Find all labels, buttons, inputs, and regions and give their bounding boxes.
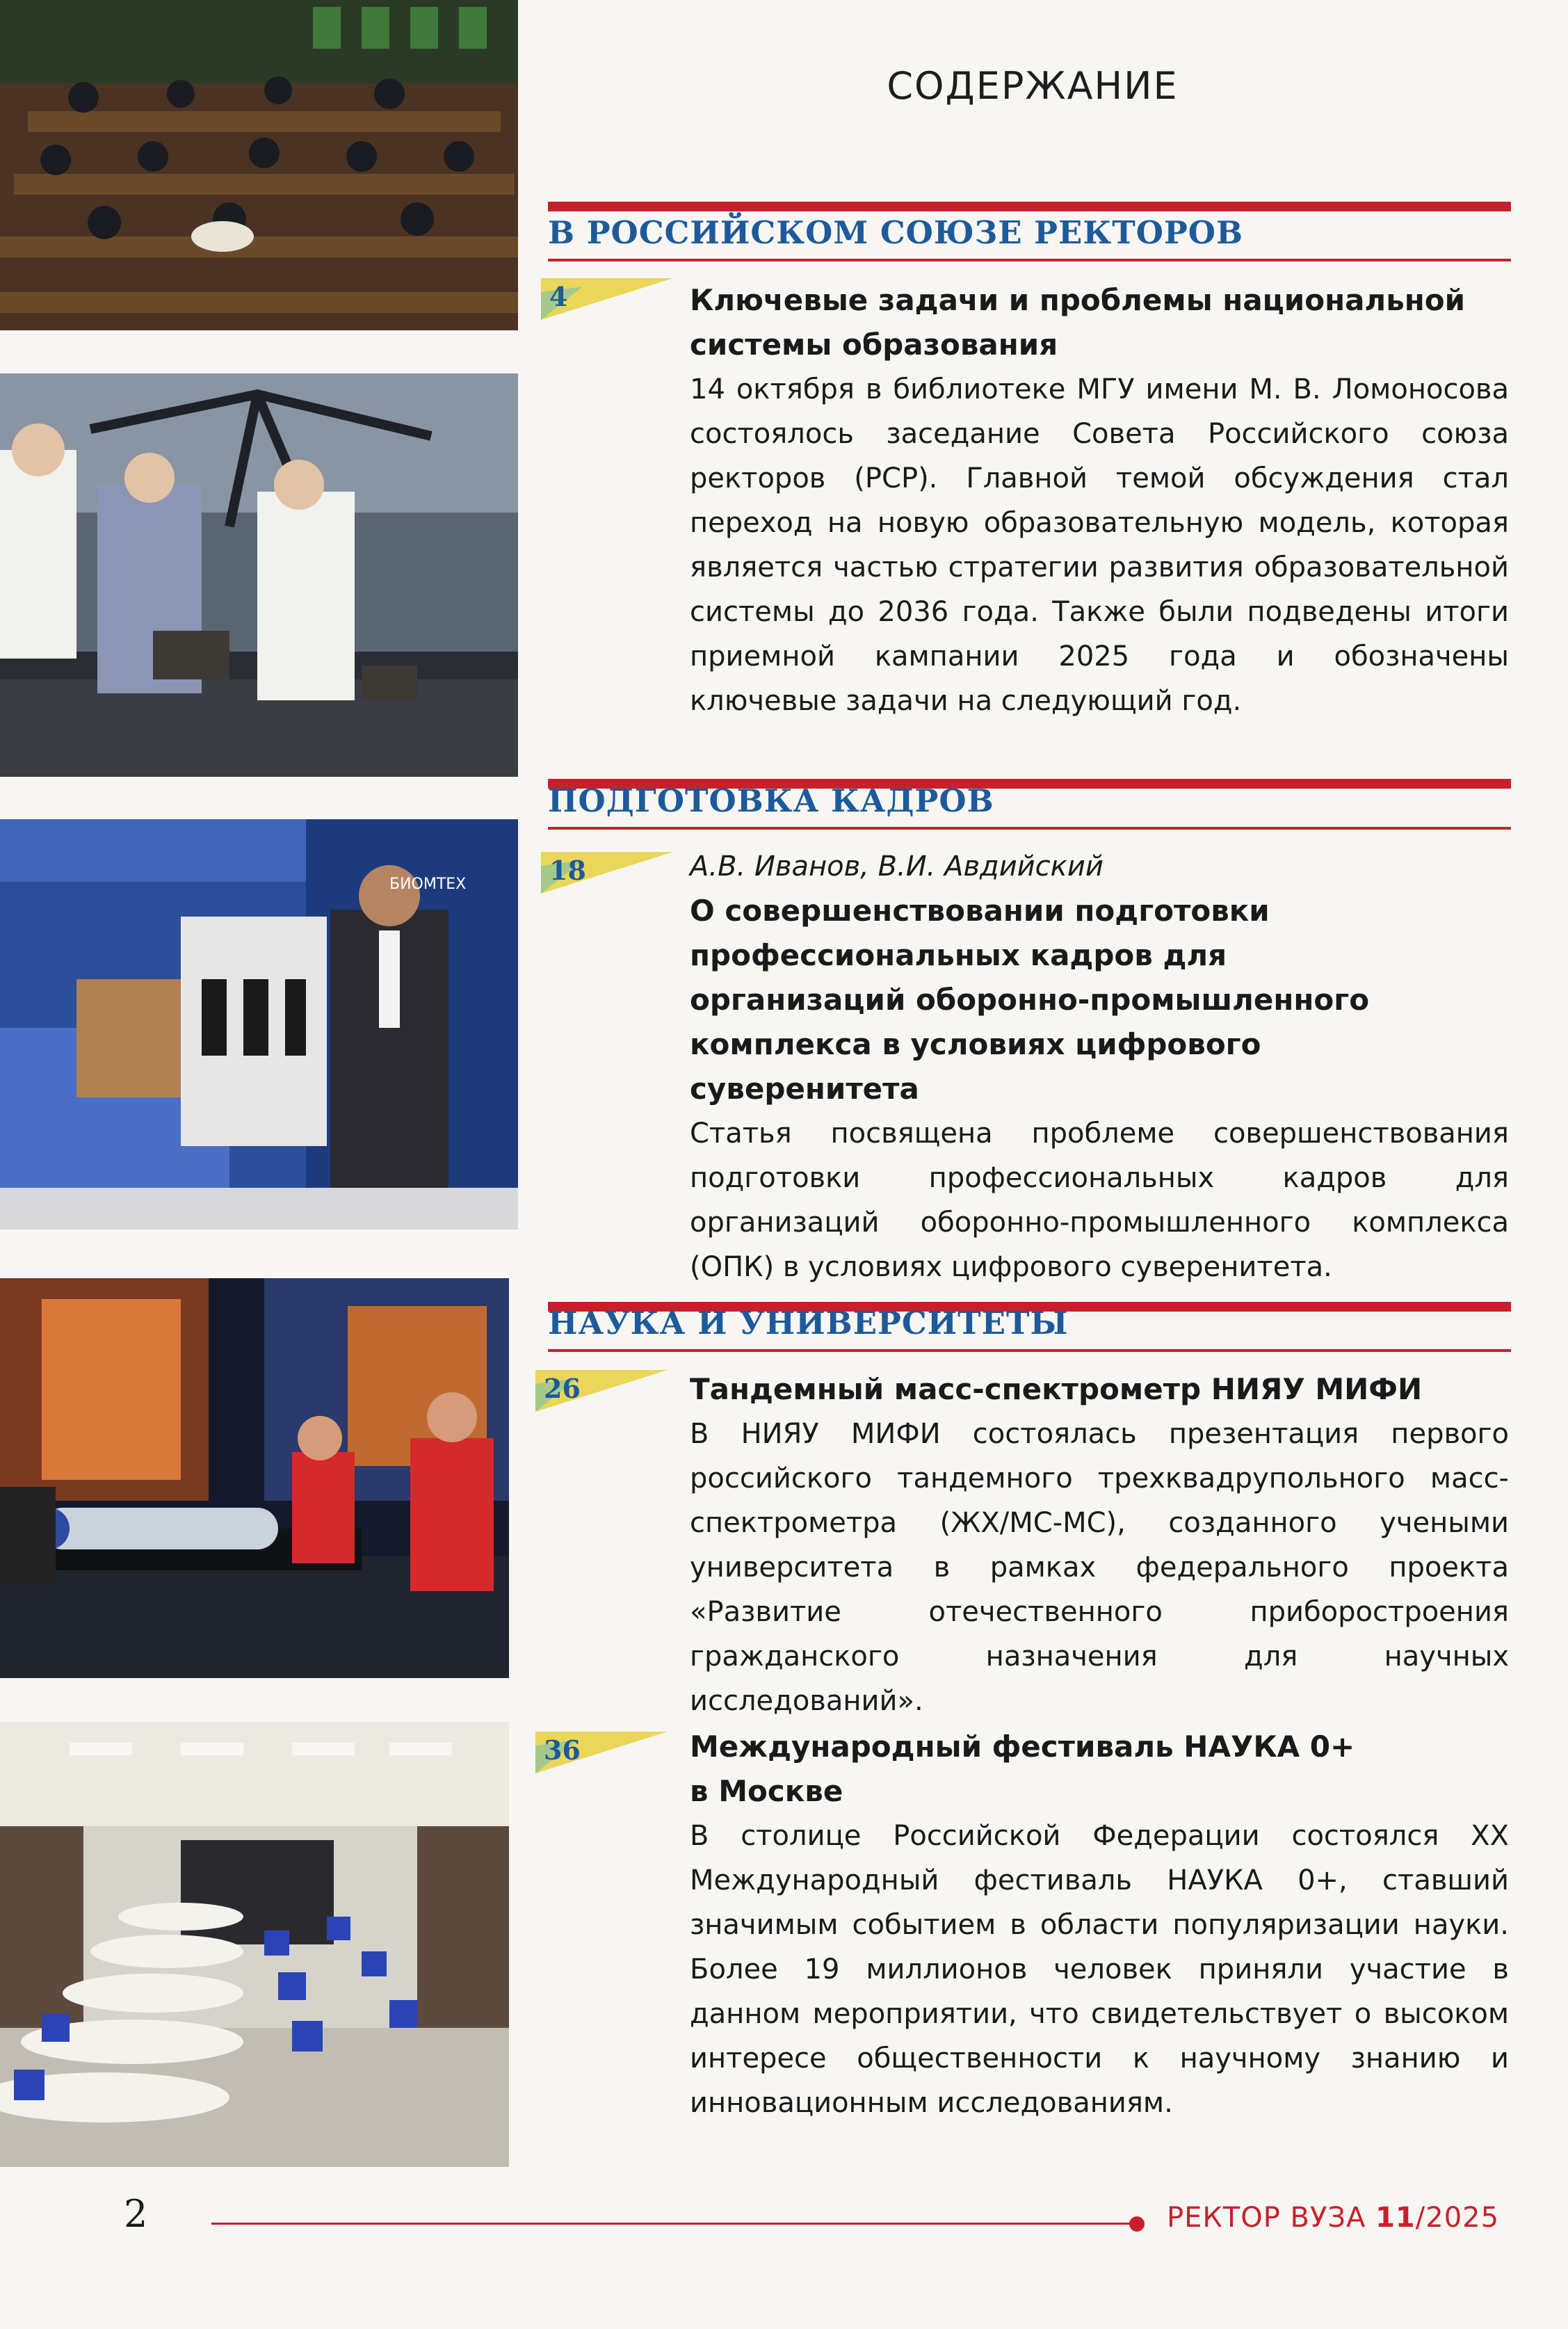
photo-banner-text: БИОМТЕХ bbox=[389, 876, 467, 893]
page-title: СОДЕРЖАНИЕ bbox=[887, 64, 1179, 108]
entry-title: Международный фестиваль НАУКА 0+ в Москве bbox=[690, 1730, 1355, 1808]
footer-page-number: 2 bbox=[124, 2192, 148, 2236]
page-number: 26 bbox=[544, 1373, 581, 1404]
page-number: 4 bbox=[549, 281, 568, 312]
section-underline bbox=[548, 827, 1511, 830]
entry-description: Статья посвящена проблеме совершенствования подготовки профессиональных кадров для организаций оборонно-промышленного комплекса (ОПК) в условиях цифрового суверенитета. bbox=[690, 1118, 1509, 1283]
magazine-title: РЕКТОР ВУЗА bbox=[1167, 2202, 1366, 2234]
toc-entry[interactable] bbox=[690, 278, 1509, 723]
footer-dot bbox=[1129, 2216, 1145, 2232]
page-number: 36 bbox=[544, 1734, 581, 1766]
magazine-issue: 11 bbox=[1375, 2202, 1416, 2234]
footer-rule bbox=[211, 2223, 1136, 2225]
section-underline bbox=[548, 1349, 1511, 1352]
magazine-year: /2025 bbox=[1415, 2202, 1500, 2234]
photo-council-meeting bbox=[0, 0, 518, 330]
photo-classroom bbox=[0, 1722, 509, 2167]
photo-exhibition-stand bbox=[0, 819, 518, 1230]
section-title: ПОДГОТОВКА КАДРОВ bbox=[548, 782, 994, 819]
page-number-tag bbox=[541, 852, 673, 894]
footer-magazine bbox=[1167, 2202, 1499, 2234]
page-number-tag bbox=[535, 1370, 668, 1412]
photo-mass-spectrometer bbox=[0, 1278, 509, 1678]
toc-entry[interactable] bbox=[690, 844, 1509, 1289]
section-rule bbox=[548, 202, 1511, 211]
page-number: 18 bbox=[549, 855, 586, 886]
page-number-tag bbox=[541, 278, 673, 320]
photo-laboratory bbox=[0, 373, 518, 777]
entry-title: О совершенствовании подготовки профессиональных кадров для организаций оборонно-промышленного комплекса в условиях цифрового суверенитета bbox=[690, 894, 1370, 1106]
entry-description: 14 октября в библиотеке МГУ имени М. В. Ломоносова состоялось заседание Совета Российского союза ректоров (РСР). Главной темой обсуждения стал переход на новую образовательную модель, которая является частью стратегии развития образовательной системы до 2036 года. Также были подведены итоги приемной кампании 2025 года и обозначены ключевые задачи на следующий год. bbox=[690, 373, 1509, 717]
entry-description: В НИЯУ МИФИ состоялась презентация первого российского тандемного трехквадрупольного масс-спектрометра (ЖХ/МС-МС), созданного учеными университета в рамках федерального проекта «Развитие отечественного приборостроения гражданского назначения для научных исследований». bbox=[690, 1418, 1509, 1717]
toc-entry[interactable] bbox=[690, 1367, 1509, 1723]
toc-entry[interactable] bbox=[690, 1725, 1509, 2125]
section-underline bbox=[548, 259, 1511, 261]
section-title: В РОССИЙСКОМ СОЮЗЕ РЕКТОРОВ bbox=[548, 214, 1244, 251]
entry-authors: А.В. Иванов, В.И. Авдийский bbox=[690, 851, 1104, 883]
entry-title: Ключевые задачи и проблемы национальной системы образования bbox=[690, 283, 1466, 362]
entry-title: Тандемный масс-спектрометр НИЯУ МИФИ bbox=[690, 1372, 1423, 1406]
page-number-tag bbox=[535, 1732, 668, 1773]
entry-description: В столице Российской Федерации состоялся XX Международный фестиваль НАУКА 0+, ставший значимым событием в области популяризации науки. Более 19 миллионов человек приняли участие в данном мероприятии, что свидетельствует о высоком интересе общественности к научному знанию и инновационным исследованиям. bbox=[690, 1820, 1509, 2119]
section-title: НАУКА И УНИВЕРСИТЕТЫ bbox=[548, 1305, 1069, 1341]
